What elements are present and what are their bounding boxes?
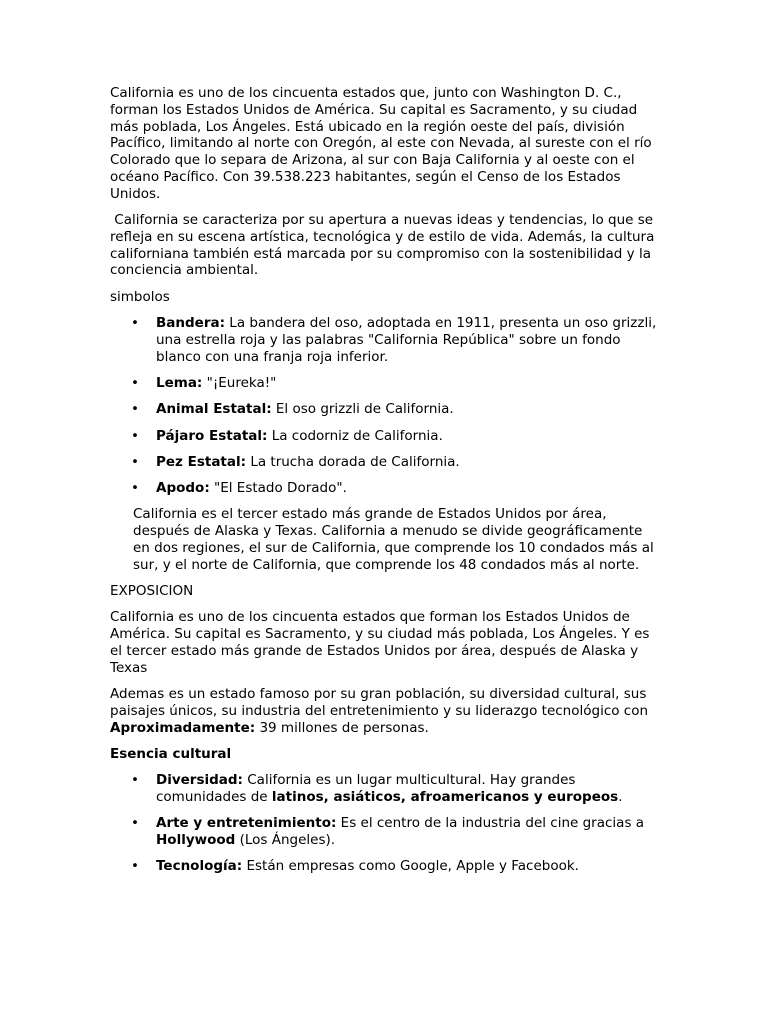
list-item xyxy=(110,401,660,418)
esencia-heading xyxy=(110,746,660,763)
exposicion-paragraph-1: California es uno de los cincuenta estados que forman los Estados Unidos de América. Su capital es Sacramento, y su ciudad más poblada, Los Ángeles. Y es el tercer estado más grande de Estados Unidos por área, después de Alaska y Texas xyxy=(110,609,650,676)
symbols-heading: simbolos xyxy=(110,288,170,305)
item-text: "¡Eureka!" xyxy=(202,374,277,391)
item-label: Bandera: xyxy=(156,315,225,332)
exposicion-text-start: Ademas es un estado famoso por su gran población, su diversidad cultural, sus paisajes únicos, su industria del entretenimiento y su liderazgo tecnológico con xyxy=(110,686,649,719)
item-label: Lema: xyxy=(156,374,203,391)
item-text: Están empresas como Google, Apple y Facebook. xyxy=(242,858,579,875)
item-text: La codorniz de California. xyxy=(267,427,443,444)
list-item xyxy=(110,815,660,849)
list-item xyxy=(110,315,660,365)
exposicion-heading: EXPOSICION xyxy=(110,583,194,600)
esencia-list xyxy=(110,772,660,875)
item-label: Diversidad: xyxy=(156,772,243,789)
bullet-icon: • xyxy=(131,315,139,332)
item-label: Tecnología: xyxy=(156,858,243,875)
item-bold: latinos, asiáticos, afroamericanos y europeos xyxy=(271,789,619,806)
exposicion-paragraph-2 xyxy=(110,686,660,736)
bullet-icon: • xyxy=(131,480,139,497)
symbols-list xyxy=(110,315,660,497)
bullet-icon: • xyxy=(131,815,139,832)
item-end: . xyxy=(618,789,623,806)
bullet-icon: • xyxy=(131,427,139,444)
list-item xyxy=(110,480,660,497)
bullet-icon: • xyxy=(131,772,139,789)
item-text: La bandera del oso, adoptada en 1911, presenta un oso grizzli, una estrella roja y las palabras "California República" sobre un fondo blanco con una franja roja inferior. xyxy=(156,315,657,365)
item-label: Arte y entretenimiento: xyxy=(156,815,337,832)
item-text: La trucha dorada de California. xyxy=(246,453,460,470)
list-item xyxy=(110,428,660,445)
intro-paragraph-1: California es uno de los cincuenta estados que, junto con Washington D. C., forman los Estados Unidos de América. Su capital es Sacramento, y su ciudad más poblada, Los Ángeles. Está ubicado en la región oeste del país, división Pacífico, limitando al norte con Oregón, al este con Nevada, al sureste con el río Colorado que lo separa de Arizona, al sur con Baja California y al oeste con el océano Pacífico. Con 39.538.223 habitantes, según el Censo de los Estados Unidos. xyxy=(110,85,652,202)
item-bold: Hollywood xyxy=(156,832,236,849)
bullet-icon: • xyxy=(131,858,139,875)
list-item xyxy=(110,772,660,806)
list-item xyxy=(110,858,660,875)
item-label: Pájaro Estatal: xyxy=(156,427,268,444)
list-item xyxy=(110,375,660,392)
esencia-heading-text: Esencia cultural xyxy=(110,746,232,762)
item-text: Es el centro de la industria del cine gracias a xyxy=(336,815,645,832)
exposicion-bold: Aproximadamente: xyxy=(110,719,256,736)
item-label: Animal Estatal: xyxy=(156,401,272,418)
item-text: "El Estado Dorado". xyxy=(209,480,347,497)
item-text: California es un lugar multicultural. Hay grandes comunidades de xyxy=(156,772,576,806)
item-label: Apodo: xyxy=(156,480,210,497)
symbols-after-paragraph: California es el tercer estado más grande de Estados Unidos por área, después de Alaska y Texas. California a menudo se divide geográficamente en dos regiones, el sur de California, que comprende los 10 condados más al sur, y el norte de California, que comprende los 48 condados más al norte. xyxy=(133,506,654,573)
exposicion-text-end: 39 millones de personas. xyxy=(255,719,429,736)
list-item xyxy=(110,454,660,471)
bullet-icon: • xyxy=(131,401,139,418)
bullet-icon: • xyxy=(131,453,139,470)
item-end: (Los Ángeles). xyxy=(235,832,336,849)
item-text: El oso grizzli de California. xyxy=(271,401,454,418)
document-page xyxy=(110,85,660,885)
intro-paragraph-2: California se caracteriza por su apertura a nuevas ideas y tendencias, lo que se refleja en su escena artística, tecnológica y de estilo de vida. Además, la cultura californiana también está marcada por su compromiso con la sostenibilidad y la conciencia ambiental. xyxy=(110,212,659,279)
bullet-icon: • xyxy=(131,374,139,391)
item-label: Pez Estatal: xyxy=(156,453,247,470)
